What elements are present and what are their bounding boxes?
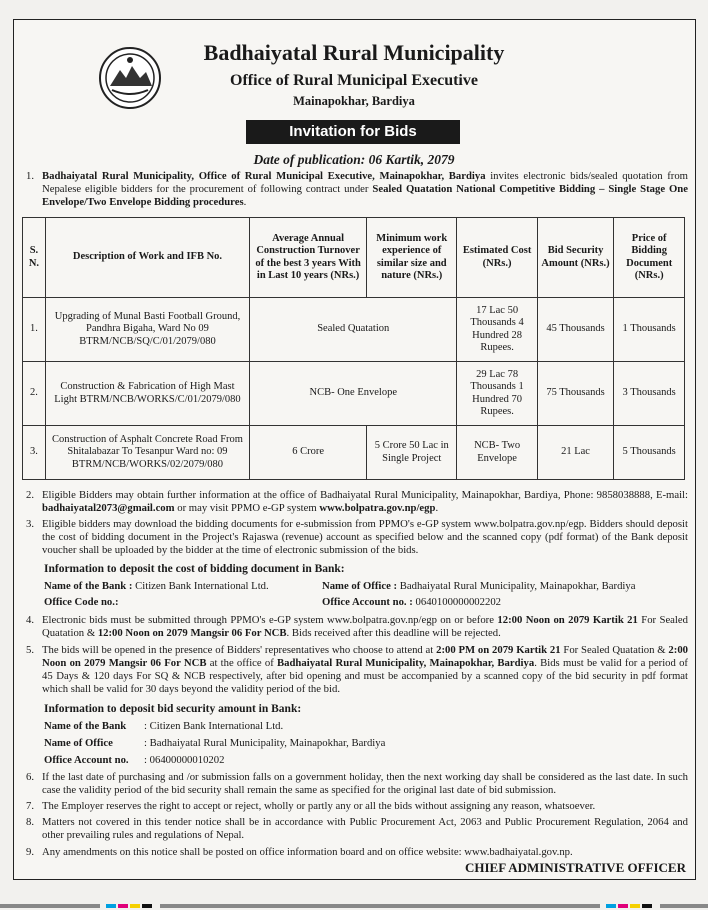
bank-sec-office: Name of Office : Badhaiyatal Rural Municipality, Mainapokhar, Bardiya [44,737,386,749]
invitation-banner: Invitation for Bids [246,120,460,144]
paragraph-9: 9. Any amendments on this notice shall be posted on office information board and on office website: www.badhaiyatal.gov.np. [26,846,573,858]
bank-doc-bank: Name of the Bank : Citizen Bank International Ltd. [44,580,269,592]
bank-sec-heading: Information to deposit bid security amount in Bank: [44,703,302,715]
office-title: Office of Rural Municipal Executive [230,72,478,89]
table-row: 2. Construction & Fabrication of High Mast Light BTRM/NCB/WORKS/C/01/2079/080 NCB- One Envelope 29 Lac 78 Thousands 1 Hundred 70 Rupees. 75 Thousands 3 Thousands [23,362,685,426]
bids-table [22,217,685,480]
egp-link[interactable]: www.bolpatra.gov.np/egp [319,502,436,514]
cyan-swatch [106,904,116,908]
header-bid-security: Bid Security Amount (NRs.) [537,218,614,298]
table-row: 3. Construction of Asphalt Concrete Road From Shitalabazar To Tesanpur Ward no: 09 BTRM/NCB/WORKS/02/2079/080 6 Crore 5 Crore 50 Lac in Single Project NCB- Two Envelope 21 Lac 5 Thousands [23,426,685,480]
bank-sec-account: Office Account no. : 06400000010202 [44,754,225,766]
paragraph-6: 6. If the last date of purchasing and /or submission falls on a government holiday, then the next working day shall be considered as the last date. In such case the validity period of the bid security shall remain the same as specified for the original last date of bid submission. [26,771,688,796]
bank-doc-account: Office Account no. : 0640100000002202 [322,596,501,608]
bank-doc-office: Name of Office : Badhaiyatal Rural Municipality, Mainapokhar, Bardiya [322,580,636,592]
location-text: Mainapokhar, Bardiya [293,94,415,108]
bank-doc-heading: Information to deposit the cost of bidding document in Bank: [44,563,345,575]
paragraph-8: 8. Matters not covered in this tender notice shall be in accordance with Public Procurement Act, 2063 and Public Procurement Regulation, 2064 and other prevailing rules and regulations of Nepal. [26,816,688,841]
paragraph-2: 2. Eligible Bidders may obtain further information at the office of Badhaiyatal Rural Municipality, Mainapokhar, Bardiya, Phone: 9858038888, E-mail: badhaiyatal2073@gmail.com or may visit PPMO e-GP system www.bolpatra.gov.np/egp. [26,489,688,514]
table-row: 1. Upgrading of Munal Basti Football Ground, Pandhra Bigaha, Ward No 09 BTRM/NCB/SQ/C/01/2079/080 Sealed Quatation 17 Lac 50 Thousands 4 Hundred 28 Rupees. 45 Thousands 1 Thousands [23,298,685,362]
header-document-price: Price of Bidding Document (NRs.) [614,218,685,298]
header-turnover: Average Annual Construction Turnover of the best 3 years With in Last 10 years (NRs.) [250,218,367,298]
paragraph-3: 3. Eligible bidders may download the bidding documents for e-submission from PPMO's e-GP system www.bolpatra.gov.np/egp. Bidders should deposit the cost of bidding document in the Project's Rajaswa (revenue) account as specified below and the scanned copy (pdf format) of the Bank deposit voucher shall be uploaded by the bidder at the time of electronic submission of the bids. [26,518,688,556]
header-estimated-cost: Estimated Cost (NRs.) [457,218,537,298]
paragraph-1: 1. Badhaiyatal Rural Municipality, Office of Rural Municipal Executive, Mainapokhar, Bardiya invites electronic bids/sealed quotation from Nepalese eligible bidders for the procurement of following contract under Sealed Quatation National Competitive Bidding – Single Stage One Envelope/Two Envelope Bidding procedures. [26,170,688,208]
municipality-title: Badhaiyatal Rural Municipality [203,40,505,65]
header-sn: S. N. [23,218,46,298]
paragraph-4: 4. Electronic bids must be submitted through PPMO's e-GP system www.bolpatra.gov.np/egp on or before 12:00 Noon on 2079 Kartik 21 For Sealed Quatation & 12:00 Noon on 2079 Mangsir 06 For NCB. Bids received after this deadline will be rejected. [26,614,688,639]
print-registration-bar [0,904,708,910]
bank-doc-code: Office Code no.: [44,596,119,608]
header-description: Description of Work and IFB No. [45,218,249,298]
email-link[interactable]: badhaiyatal2073@gmail.com [42,502,175,514]
bank-sec-bank: Name of the Bank : Citizen Bank International Ltd. [44,720,284,732]
paragraph-5: 5. The bids will be opened in the presence of Bidders' representatives who choose to attend at 2:00 PM on 2079 Kartik 21 For Sealed Quatation & 2:00 Noon on 2079 Mangsir 06 For NCB at the office of Badhaiyatal Rural Municipality, Mainapokhar, Bardiya. Bids must be valid for a period of 45 Days & 120 days For SQ & NCB respectively, after bid opening and must be accompanied by a scanned copy of the bid security in pdf format which shall be valid for 30 days beyond the validity period of the bid. [26,644,689,695]
header-experience: Minimum work experience of similar size and nature (NRs.) [367,218,457,298]
signature-title: CHIEF ADMINISTRATIVE OFFICER [464,860,686,875]
publication-date: Date of publication: 06 Kartik, 2079 [253,152,455,167]
paragraph-7: 7. The Employer reserves the right to accept or reject, wholly or partly any or all the bids without assigning any reason, whatsoever. [26,800,596,812]
